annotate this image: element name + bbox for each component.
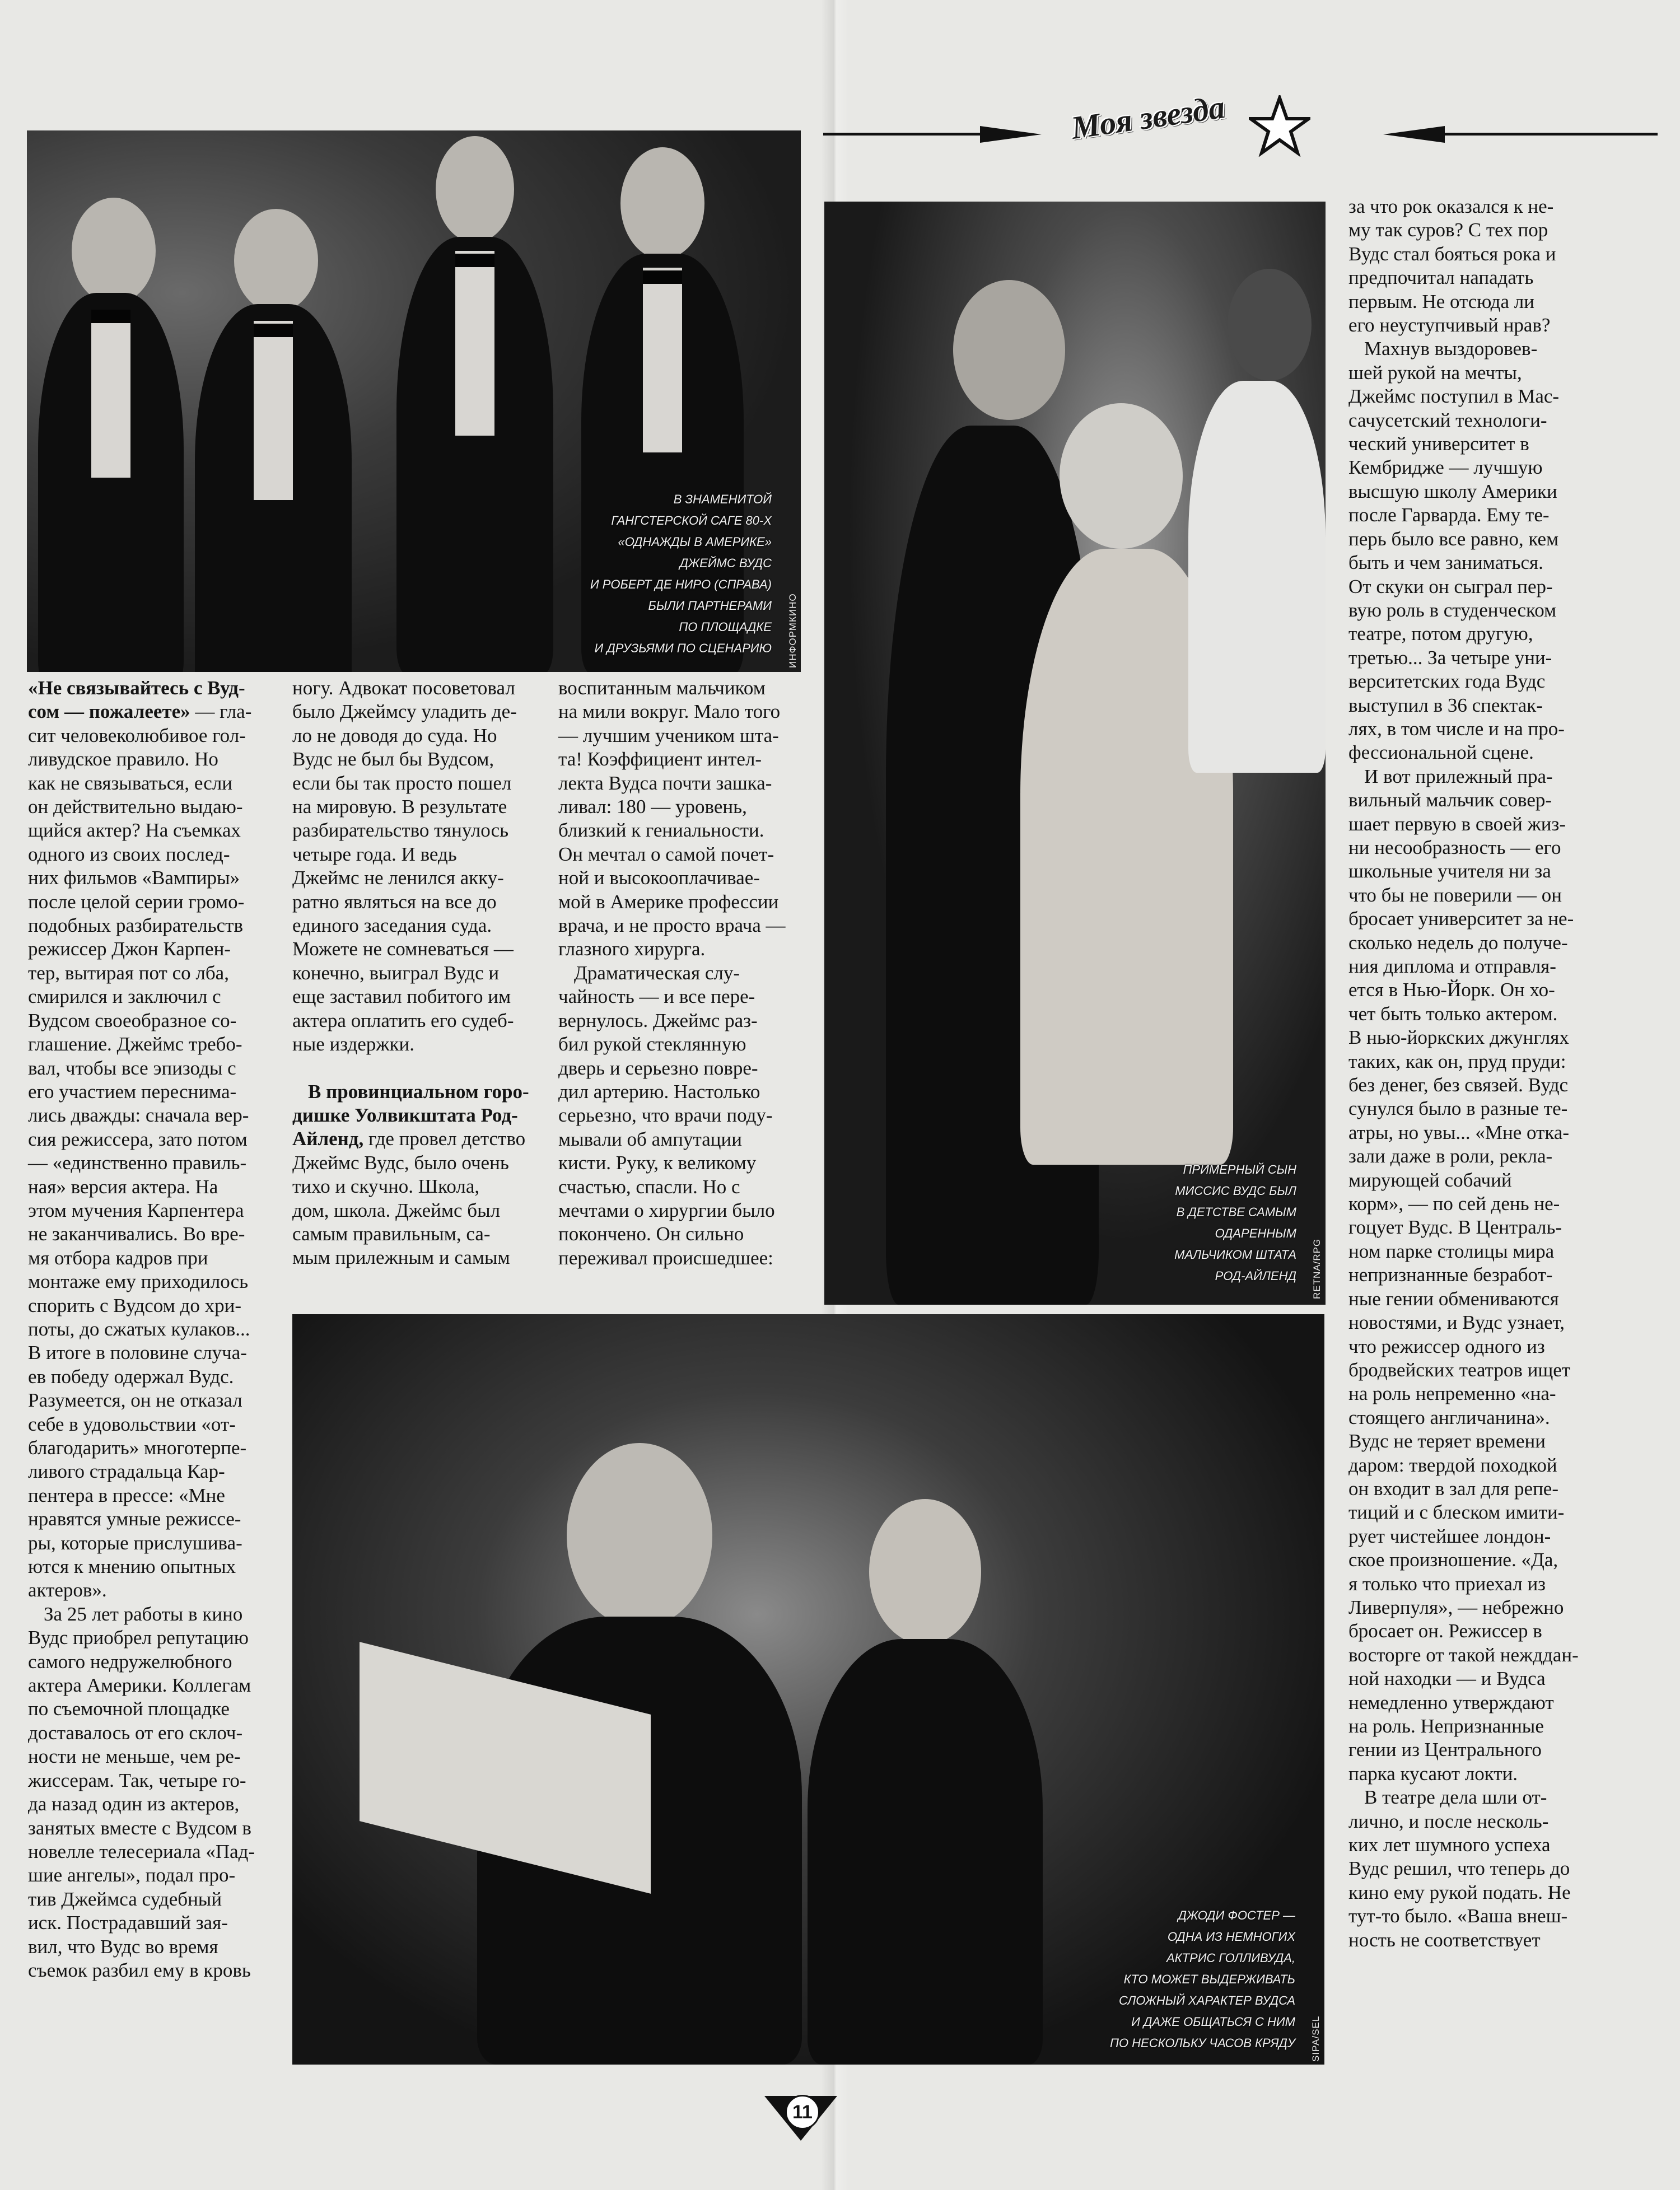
text-line: после целой серии громо-	[28, 890, 245, 913]
text-line: бродвейских театров ищет	[1348, 1358, 1571, 1381]
text-line: на роль. Непризнанные	[1348, 1715, 1544, 1737]
photo-once-upon-a-time-in-america	[27, 130, 801, 672]
photo-credit-right: RETNA/RPG	[1312, 1238, 1322, 1299]
text-line: мирующей собачий	[1348, 1169, 1512, 1191]
text-line: ры, которые прислушива-	[28, 1531, 242, 1554]
text-line: разбирательство тянулось	[292, 819, 509, 842]
text-line: зали даже в роли, рекла-	[1348, 1145, 1553, 1168]
text-line: на мировую. В результате	[292, 796, 507, 818]
text-line: без денег, без связей. Вудс	[1348, 1074, 1569, 1096]
text-line: парка кусают локти.	[1348, 1762, 1518, 1785]
article-column-4	[1348, 195, 1595, 1952]
text-line: тихо и скучно. Школа,	[292, 1175, 480, 1198]
caption-line: ПРИМЕРНЫЙ СЫН	[1183, 1162, 1296, 1176]
text-line: воспитанным мальчиком	[558, 677, 766, 699]
article-column-3	[558, 676, 813, 1270]
text-line: шей рукой на мечты,	[1348, 361, 1522, 384]
text-line: Ливерпуля», — небрежно	[1348, 1596, 1564, 1618]
article-column-2	[292, 676, 545, 1270]
text-line: счастью, спасли. Но с	[558, 1175, 740, 1198]
text-line: врача, и не просто врача —	[558, 914, 786, 937]
text-line: мечтами о хирургии было	[558, 1199, 775, 1221]
text-line: Джеймс не ленился акку-	[292, 867, 504, 889]
text-line: — «единственно правиль-	[28, 1152, 247, 1174]
text-line: — гла-	[190, 701, 252, 723]
text-line: вую роль в студенческом	[1348, 599, 1557, 621]
photo-credit-top: ИНФОРМКИНО	[787, 593, 798, 668]
text-line: ются к мнению опытных	[28, 1556, 236, 1578]
text-line: смирился и заключил с	[28, 986, 221, 1008]
text-line: Можете не сомневаться —	[292, 938, 514, 960]
text-line: Джеймс Вудс, было очень	[292, 1151, 509, 1174]
text-line: От скуки он сыграл пер-	[1348, 575, 1553, 597]
photo-caption-top	[536, 489, 772, 659]
text-line: ких лет шумного успеха	[1348, 1834, 1551, 1856]
text-line: щийся актер? На съемках	[28, 819, 241, 842]
text-line: лично, и после несколь-	[1348, 1810, 1549, 1832]
text-line: ливого страдальца Кар-	[28, 1460, 225, 1483]
text-line: тив Джеймса судебный	[28, 1888, 222, 1910]
text-line: перь было все равно, кем	[1348, 527, 1559, 550]
header-arrow-left-icon	[980, 123, 1042, 146]
figure-actor-1	[38, 198, 184, 672]
text-line: за что рок оказался к не-	[1348, 195, 1554, 217]
text-line: жиссерам. Так, четыре го-	[28, 1769, 246, 1791]
text-line: первым. Не отсюда ли	[1348, 290, 1534, 312]
text-line: быть и чем заниматься.	[1348, 552, 1543, 574]
text-line: Вудс решил, что теперь до	[1348, 1857, 1570, 1880]
text-line: рует чистейшее лондон-	[1348, 1525, 1551, 1547]
text-line: иск. Пострадавший зая-	[28, 1912, 228, 1934]
lead-phrase: «Не связывайтесь с Вуд-	[28, 677, 245, 699]
text-line: таких, как он, пруд пруди:	[1348, 1050, 1566, 1072]
text-line: я только что приехал из	[1348, 1572, 1546, 1595]
photo-woods-with-mother	[824, 202, 1326, 1305]
text-line: ной находки — и Вудса	[1348, 1668, 1546, 1690]
caption-line: И РОБЕРТ ДЕ НИРО (СПРАВА)	[590, 577, 772, 591]
text-line: За 25 лет работы в кино	[44, 1603, 243, 1625]
text-line: одного из своих послед-	[28, 843, 230, 865]
text-line: дверь и серьезно повре-	[558, 1057, 758, 1079]
page-number-badge	[764, 2090, 837, 2141]
text-line: бросает он. Режиссер в	[1348, 1620, 1542, 1642]
text-line: актеров».	[28, 1579, 107, 1601]
text-line: та! Коэффициент интел-	[558, 748, 762, 771]
text-line: вернулось. Джеймс раз-	[558, 1009, 758, 1031]
text-line: монтаже ему приходилось	[28, 1271, 249, 1293]
text-line: Вудс приобрел репутацию	[28, 1627, 249, 1649]
text-line: В нью-йоркских джунглях	[1348, 1026, 1569, 1049]
text-line: Джеймс поступил в Мас-	[1348, 385, 1560, 408]
text-line: И вот прилежный пра-	[1364, 765, 1553, 787]
text-line: нравятся умные режиссе-	[28, 1508, 241, 1530]
text-line: Разумеется, он не отказал	[28, 1389, 242, 1412]
caption-line: ОДНА ИЗ НЕМНОГИХ	[1167, 1930, 1295, 1944]
text-line: мывали об ампутации	[558, 1128, 742, 1150]
lead-phrase-cont: сом — пожалеете»	[28, 701, 190, 723]
text-line: гоцует Вудс. В Централь-	[1348, 1216, 1562, 1239]
text-line: вильный мальчик совер-	[1348, 789, 1552, 811]
text-line: тер, вытирая пот со лба,	[28, 961, 229, 984]
section-title: Моя звезда	[1068, 88, 1228, 146]
text-line: мым прилежным и самым	[292, 1246, 510, 1269]
text-line: шие ангелы», подал про-	[28, 1864, 236, 1887]
text-line: непризнанные безработ-	[1348, 1264, 1553, 1286]
figure-actor-2	[195, 209, 352, 672]
text-line: режиссер Джон Карпен-	[28, 938, 231, 960]
text-line: них фильмов «Вампиры»	[28, 867, 240, 889]
caption-line: АКТРИС ГОЛЛИВУДА,	[1166, 1951, 1295, 1965]
text-line: конечно, выиграл Вудс и	[292, 961, 500, 984]
subhead-line: Айленд,	[292, 1128, 364, 1150]
text-line: подобных разбирательств	[28, 914, 243, 937]
caption-line: МИССИС ВУДС БЫЛ	[1175, 1184, 1296, 1198]
text-line: шает первую в своей жиз-	[1348, 813, 1566, 835]
text-line: доставалось от его склоч-	[28, 1721, 243, 1744]
text-line: мой в Америке профессии	[558, 890, 779, 913]
text-line: его участием переснима-	[28, 1080, 237, 1103]
text-line: на мили вокруг. Мало того	[558, 701, 781, 723]
caption-line: И ДРУЗЬЯМИ ПО СЦЕНАРИЮ	[594, 641, 772, 655]
photo-credit-bottom: SIPA/SEL	[1310, 2015, 1321, 2062]
text-line: не заканчивались. Во вре-	[28, 1223, 245, 1245]
text-line: дом, школа. Джеймс был	[292, 1199, 501, 1221]
text-line: сия режиссера, зато потом	[28, 1128, 248, 1150]
text-line: Драматическая слу-	[574, 961, 740, 984]
caption-line: КТО МОЖЕТ ВЫДЕРЖИВАТЬ	[1123, 1972, 1295, 1986]
text-line: актера оплатить его судеб-	[292, 1009, 514, 1031]
text-line: вал, чтобы все эпизоды с	[28, 1057, 236, 1079]
text-line: глашение. Джеймс требо-	[28, 1033, 242, 1056]
text-line: Вудс не был бы Вудсом,	[292, 748, 494, 771]
text-line: немедленно утверждают	[1348, 1691, 1554, 1713]
text-line: корм», — по сей день не-	[1348, 1193, 1560, 1215]
text-line: ратно являться на все до	[292, 890, 497, 913]
text-line: этом мучения Карпентера	[28, 1199, 244, 1221]
text-line: его неуступчивый нрав?	[1348, 314, 1551, 337]
text-line: глазного хирурга.	[558, 938, 706, 960]
text-line: что бы не поверили — он	[1348, 884, 1562, 906]
text-line: ло не доводя до суда. Но	[292, 724, 497, 746]
text-line: восторге от такой нежддан-	[1348, 1643, 1579, 1666]
text-line: лекта Вудса почти зашка-	[558, 772, 772, 794]
text-line: В итоге в половине случа-	[28, 1342, 247, 1364]
text-line: самым правильным, са-	[292, 1222, 491, 1245]
text-line: занятых вместе с Вудсом в	[28, 1817, 251, 1839]
caption-line: ГАНГСТЕРСКОЙ САГЕ 80-Х	[611, 513, 772, 527]
text-line: чет быть только актером.	[1348, 1002, 1558, 1025]
text-line: самого недружелюбного	[28, 1650, 232, 1673]
text-line: да назад один из актеров,	[28, 1793, 240, 1815]
text-line: ные гении обмениваются	[1348, 1287, 1559, 1310]
text-line: сколько недель до получе-	[1348, 931, 1568, 954]
text-line: ности не меньше, чем ре-	[28, 1745, 241, 1768]
text-line: театре, потом другую,	[1348, 623, 1533, 645]
text-line: спорить с Вудсом до хри-	[28, 1294, 241, 1316]
text-line: Он мечтал о самой почет-	[558, 843, 774, 865]
text-line: было Джеймсу уладить де-	[292, 701, 517, 723]
text-line: ливудское правило. Но	[28, 748, 218, 771]
text-line: чайность — и все пере-	[558, 986, 755, 1008]
text-line: ном парке столицы мира	[1348, 1240, 1555, 1262]
caption-line: ДЖОДИ ФОСТЕР —	[1178, 1908, 1295, 1922]
text-line: ческий университет в	[1348, 433, 1529, 455]
text-line: ной и высокооплачивае-	[558, 867, 760, 889]
text-line: сачусетский технологи-	[1348, 409, 1547, 431]
caption-line: «ОДНАЖДЫ В АМЕРИКЕ»	[618, 535, 772, 549]
text-line: если бы так просто пошел	[292, 772, 512, 794]
section-masthead	[1047, 88, 1310, 157]
caption-line: РОД-АЙЛЕНД	[1215, 1269, 1296, 1283]
text-line: ная» версия актера. На	[28, 1175, 218, 1198]
text-line: ния диплома и отправля-	[1348, 955, 1556, 977]
text-line: единого заседания суда.	[292, 914, 492, 937]
caption-line: ДЖЕЙМС ВУДС	[679, 556, 772, 570]
text-line: ское произношение. «Да,	[1348, 1549, 1558, 1571]
text-line: по съемочной площадке	[28, 1698, 230, 1720]
text-line: даром: твердой походкой	[1348, 1454, 1557, 1476]
text-line: верситетских года Вудс	[1348, 670, 1546, 693]
text-line: переживал происшедшее:	[558, 1246, 773, 1269]
text-line: он действительно выдаю-	[28, 796, 243, 818]
text-line: бил рукой стеклянную	[558, 1033, 746, 1056]
text-line: новелле телесериала «Пад-	[28, 1840, 255, 1862]
text-line: на роль непременно «на-	[1348, 1383, 1556, 1405]
text-line: высшую школу Америки	[1348, 480, 1557, 502]
text-line: гении из Центрального	[1348, 1739, 1542, 1761]
text-line: тут-то было. «Ваша внеш-	[1348, 1905, 1568, 1927]
caption-line: ПО НЕСКОЛЬКУ ЧАСОВ КРЯДУ	[1110, 2036, 1295, 2050]
text-line: ни несообразность — его	[1348, 836, 1561, 858]
caption-line: СЛОЖНЫЙ ХАРАКТЕР ВУДСА	[1119, 1993, 1295, 2007]
photo-caption-right	[1084, 1159, 1296, 1287]
article-column-1	[28, 676, 283, 1982]
photo-woods-with-jodie-foster	[292, 1314, 1324, 2065]
text-line: лись дважды: сначала вер-	[28, 1104, 249, 1127]
text-line: ев победу одержал Вудс.	[28, 1365, 234, 1388]
text-line: му так суров? С тех пор	[1348, 219, 1548, 241]
text-line: Махнув выздоровев-	[1364, 338, 1538, 360]
text-line: третью... За четыре уни-	[1348, 646, 1552, 669]
text-line: Кембридже — лучшую	[1348, 456, 1543, 479]
text-line: выступил в 36 спектак-	[1348, 694, 1543, 716]
text-line: фессиональной сцене.	[1348, 741, 1534, 764]
text-line: близкий к гениальности.	[558, 819, 764, 842]
figure-james-woods	[396, 136, 553, 672]
text-line: мя отбора кадров при	[28, 1246, 208, 1269]
text-line: поты, до сжатых кулаков...	[28, 1318, 250, 1340]
text-line: благодарить» многотерпе-	[28, 1437, 247, 1459]
text-line: сунулся было в разные те-	[1348, 1098, 1568, 1120]
caption-line: ОДАРЕННЫМ	[1215, 1226, 1296, 1240]
text-line: Вудс не теряет времени	[1348, 1430, 1546, 1453]
figure-jodie-foster	[808, 1499, 1043, 2065]
text-line: серьезно, что врачи поду-	[558, 1104, 773, 1127]
text-line: ность не соответствует	[1348, 1928, 1541, 1951]
text-line: как не связываться, если	[28, 772, 233, 794]
figure-police-officer	[1188, 269, 1326, 773]
header-rule-right	[1445, 133, 1658, 136]
text-line: четыре года. И ведь	[292, 843, 457, 865]
text-line: что режиссер одного из	[1348, 1335, 1545, 1357]
caption-line: И ДАЖЕ ОБЩАТЬСЯ С НИМ	[1131, 2015, 1295, 2029]
text-line: ные издержки.	[292, 1033, 414, 1056]
text-line: ется в Нью-Йорк. Он хо-	[1348, 979, 1555, 1001]
text-line: съемок разбил ему в кровь	[28, 1959, 251, 1981]
text-line: Вудсом своеобразное со-	[28, 1009, 237, 1031]
header-arrow-right-icon	[1383, 123, 1445, 146]
text-line: стоящего англичанина».	[1348, 1406, 1550, 1428]
text-line: предпочитал нападать	[1348, 267, 1534, 289]
caption-line: В ДЕТСТВЕ САМЫМ	[1176, 1205, 1296, 1219]
page-number: 11	[785, 2095, 820, 2130]
text-line: кисти. Руку, к великому	[558, 1152, 757, 1174]
text-line: актера Америки. Коллегам	[28, 1674, 251, 1697]
text-line: новостями, и Вудс узнает,	[1348, 1311, 1565, 1334]
text-line: ногу. Адвокат посоветовал	[292, 677, 515, 699]
caption-line: ПО ПЛОЩАДКЕ	[679, 620, 772, 634]
text-line: себе в удовольствии «от-	[28, 1413, 236, 1435]
caption-line: В ЗНАМЕНИТОЙ	[673, 492, 772, 506]
caption-line: БЫЛИ ПАРТНЕРАМИ	[648, 599, 772, 613]
text-line: атры, но увы... «Мне отка-	[1348, 1121, 1570, 1143]
text-line: В театре дела шли от-	[1364, 1786, 1547, 1809]
text-line: где провел детство	[363, 1128, 526, 1150]
text-line: лях, в том числе и на про-	[1348, 717, 1565, 740]
text-line: вил, что Вудс во время	[28, 1935, 218, 1958]
text-line: после Гарварда. Ему те-	[1348, 504, 1550, 526]
text-line: Вудс стал бояться рока и	[1348, 242, 1556, 265]
text-line: дил артерию. Настолько	[558, 1080, 760, 1103]
star-icon	[1249, 95, 1310, 157]
text-line: — лучшим учеником шта-	[558, 724, 779, 746]
text-line: бросает университет за не-	[1348, 908, 1574, 930]
text-line: пентера в прессе: «Мне	[28, 1484, 225, 1506]
text-line: еще заставил побитого им	[292, 986, 511, 1008]
text-line: школьные учителя ни за	[1348, 860, 1551, 882]
text-line: сит человеколюбивое гол-	[28, 724, 246, 746]
text-line: покончено. Он сильно	[558, 1223, 744, 1245]
caption-line: МАЛЬЧИКОМ ШТАТА	[1174, 1248, 1296, 1262]
text-line: он входит в зал для репе-	[1348, 1477, 1558, 1500]
text-line: тиций и с блеском имити-	[1348, 1501, 1565, 1524]
text-line: кино ему рукой подать. Не	[1348, 1881, 1571, 1903]
subhead-line: В провинциальном горо-	[308, 1080, 529, 1103]
subhead-line: дишке Уолвикштата Род-	[292, 1104, 518, 1126]
text-line: ливал: 180 — уровень,	[558, 796, 747, 818]
photo-caption-bottom	[1049, 1905, 1295, 2054]
